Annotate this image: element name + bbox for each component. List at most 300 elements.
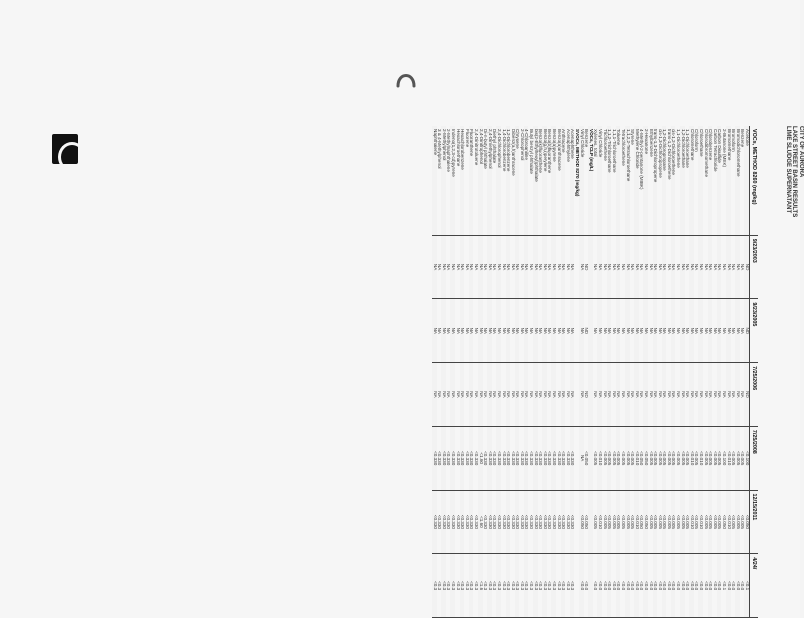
value-cell: NA bbox=[506, 363, 511, 427]
table-row bbox=[556, 126, 561, 618]
parameter-cell: Xylenes, total bbox=[593, 126, 598, 235]
value-cell: <0.005 bbox=[607, 426, 612, 490]
value-cell: <0.330 bbox=[437, 490, 442, 554]
value-cell: NA bbox=[506, 235, 511, 299]
value-cell: NA bbox=[551, 299, 556, 363]
value-cell: <0.005 bbox=[694, 490, 699, 554]
value-cell: NA bbox=[561, 235, 566, 299]
value-cell: NA bbox=[460, 235, 465, 299]
parameter-cell: 2,4-Dimethylphenol bbox=[487, 126, 492, 235]
value-cell: NA bbox=[542, 299, 547, 363]
table-row bbox=[630, 126, 635, 618]
value-cell: <0.010 bbox=[689, 490, 694, 554]
value-cell: <0.005 bbox=[731, 426, 736, 490]
value-cell: <0.330 bbox=[570, 490, 575, 554]
table-row bbox=[703, 126, 708, 618]
parameter-cell: 1,1-Dichloroethene bbox=[676, 126, 681, 235]
value-cell: NA bbox=[653, 299, 658, 363]
value-cell: NA bbox=[437, 299, 442, 363]
value-cell: NA bbox=[446, 235, 451, 299]
value-cell: <0.100 bbox=[744, 426, 749, 490]
parameter-cell: Anthracene bbox=[561, 126, 566, 235]
value-cell: NA bbox=[551, 235, 556, 299]
value-cell: <0.330 bbox=[570, 426, 575, 490]
value-cell: NA bbox=[676, 235, 681, 299]
value-cell: <0.1 bbox=[721, 554, 726, 618]
value-cell: NA bbox=[496, 235, 501, 299]
value-cell: NA bbox=[506, 299, 511, 363]
parameter-cell: Fluoranthene bbox=[469, 126, 474, 235]
table-row bbox=[432, 126, 437, 618]
table-row bbox=[708, 126, 713, 618]
value-cell: NA bbox=[708, 235, 713, 299]
staple-mark-icon bbox=[396, 66, 416, 88]
table-row bbox=[607, 126, 612, 618]
parameter-cell: 2-Hexanone bbox=[643, 126, 648, 235]
table-row bbox=[602, 126, 607, 618]
table-row bbox=[538, 126, 543, 618]
value-cell: NA bbox=[450, 299, 455, 363]
value-cell: <0.3 bbox=[506, 554, 511, 618]
parameter-cell: 2,4-Dichlorophenol bbox=[496, 126, 501, 235]
value-cell: NA bbox=[602, 363, 607, 427]
value-cell: <0.005 bbox=[685, 426, 690, 490]
value-cell: NA bbox=[648, 235, 653, 299]
value-cell: <0.0 bbox=[607, 554, 612, 618]
parameter-cell: Carbon Disulfide bbox=[717, 126, 722, 235]
value-cell: NA bbox=[708, 299, 713, 363]
table-row bbox=[593, 126, 598, 618]
table-row bbox=[441, 126, 446, 618]
value-cell: NA bbox=[533, 235, 538, 299]
table-row bbox=[551, 126, 556, 618]
value-cell: <0.0 bbox=[726, 554, 731, 618]
value-cell: NA bbox=[492, 235, 497, 299]
value-cell: NA bbox=[570, 299, 575, 363]
parameter-cell: Styrene bbox=[630, 126, 635, 235]
value-cell: NA bbox=[492, 363, 497, 427]
parameter-cell: SVOCs, METHOD 8270 (mg/kg) bbox=[574, 126, 579, 235]
value-cell: NA bbox=[510, 363, 515, 427]
value-cell: NA bbox=[648, 363, 653, 427]
value-cell: NA bbox=[694, 299, 699, 363]
value-cell: NA bbox=[721, 299, 726, 363]
table-row bbox=[634, 126, 639, 618]
value-cell: <0.050 bbox=[643, 426, 648, 490]
value-cell: <0.330 bbox=[565, 426, 570, 490]
value-cell: NA bbox=[611, 235, 616, 299]
table-row bbox=[584, 126, 589, 618]
value-cell: NA bbox=[597, 299, 602, 363]
column-header: 4/24/ bbox=[750, 554, 759, 618]
value-cell: <0.0 bbox=[685, 554, 690, 618]
value-cell: NA bbox=[570, 363, 575, 427]
value-cell: <0.330 bbox=[455, 426, 460, 490]
table-row bbox=[666, 126, 671, 618]
column-header: VOCs, METHOD 8260 (mg/kg) bbox=[750, 126, 759, 235]
parameter-cell: 2-Butanone (MEK) bbox=[721, 126, 726, 235]
parameter-cell: 1,1,2-Trichloroethane bbox=[607, 126, 612, 235]
value-cell: NA bbox=[565, 363, 570, 427]
value-cell: <0.010 bbox=[597, 490, 602, 554]
value-cell: NA bbox=[487, 299, 492, 363]
value-cell: NA bbox=[441, 235, 446, 299]
value-cell: NA bbox=[602, 235, 607, 299]
value-cell: NA bbox=[432, 299, 437, 363]
table-row bbox=[469, 126, 474, 618]
parameter-cell: Benzo(b)fluoranthene bbox=[547, 126, 552, 235]
value-cell: NA bbox=[662, 299, 667, 363]
value-cell: <0.0 bbox=[648, 554, 653, 618]
column-header: 7/25/2008 bbox=[750, 426, 759, 490]
value-cell: <0.0 bbox=[708, 554, 713, 618]
value-cell: NA bbox=[666, 299, 671, 363]
value-cell: NA bbox=[639, 235, 644, 299]
value-cell: <0.050 bbox=[643, 490, 648, 554]
value-cell: <0.005 bbox=[593, 490, 598, 554]
parameter-cell: Chrysene bbox=[515, 126, 520, 235]
header-line-3: LIME SLUDGE SUPERNATANT bbox=[785, 126, 791, 214]
value-cell: <0.005 bbox=[648, 426, 653, 490]
value-cell: <0.005 bbox=[703, 490, 708, 554]
value-cell: NA bbox=[721, 235, 726, 299]
value-cell: <0.330 bbox=[483, 490, 488, 554]
value-cell: NA bbox=[579, 426, 584, 490]
parameter-cell: 1,4-Dichlorobenzene bbox=[501, 126, 506, 235]
value-cell: <0.330 bbox=[469, 426, 474, 490]
parameter-cell: Ethylbenzene bbox=[648, 126, 653, 235]
value-cell: NA bbox=[639, 299, 644, 363]
value-cell: <0.005 bbox=[712, 426, 717, 490]
value-cell: <0.330 bbox=[556, 426, 561, 490]
value-cell: NA bbox=[625, 235, 630, 299]
parameter-cell: Chloromethane bbox=[689, 126, 694, 235]
value-cell: <0.330 bbox=[455, 490, 460, 554]
parameter-cell: 1,1-Dichloroethane bbox=[685, 126, 690, 235]
table-row bbox=[731, 126, 736, 618]
value-cell: <0.0 bbox=[657, 554, 662, 618]
value-cell: NA bbox=[579, 363, 584, 427]
table-row bbox=[460, 126, 465, 618]
parameter-cell: Chloroform bbox=[694, 126, 699, 235]
value-cell: <0.005 bbox=[625, 490, 630, 554]
value-cell: <0.005 bbox=[694, 426, 699, 490]
value-cell: <0.005 bbox=[611, 426, 616, 490]
parameter-cell: Benzene bbox=[740, 126, 745, 235]
value-cell: <0.0 bbox=[662, 554, 667, 618]
table-row bbox=[620, 126, 625, 618]
value-cell: <0.330 bbox=[547, 426, 552, 490]
value-cell: NA bbox=[496, 363, 501, 427]
value-cell: NA bbox=[473, 299, 478, 363]
value-cell: NA bbox=[671, 363, 676, 427]
value-cell: <0.100 bbox=[721, 426, 726, 490]
value-cell: <0.330 bbox=[441, 426, 446, 490]
value-cell: <0.3 bbox=[524, 554, 529, 618]
value-cell: <0.005 bbox=[616, 490, 621, 554]
value-cell: NA bbox=[740, 299, 745, 363]
value-cell: NA bbox=[478, 299, 483, 363]
value-cell: <0.330 bbox=[538, 426, 543, 490]
value-cell: <0.0 bbox=[712, 554, 717, 618]
value-cell: NA bbox=[561, 299, 566, 363]
parameter-cell: 3 & 4-Methylphenol bbox=[437, 126, 442, 235]
parameter-cell: Hexachlorobenzene bbox=[460, 126, 465, 235]
rotated-sheet-viewport bbox=[94, 126, 804, 618]
header-line-2: LAKE STREET BASIN RESULTS bbox=[791, 126, 798, 218]
table-row bbox=[639, 126, 644, 618]
value-cell: <0.005 bbox=[680, 426, 685, 490]
value-cell: NA bbox=[561, 363, 566, 427]
value-cell: NA bbox=[712, 299, 717, 363]
value-cell: <0.005 bbox=[685, 490, 690, 554]
value-cell: NA bbox=[607, 299, 612, 363]
table-row bbox=[542, 126, 547, 618]
value-cell: <0.330 bbox=[464, 490, 469, 554]
value-cell: NA bbox=[464, 299, 469, 363]
value-cell: ND bbox=[744, 235, 749, 299]
value-cell: NA bbox=[483, 363, 488, 427]
parameter-cell: 4-Methyl-2-pentanone (MIBK) bbox=[639, 126, 644, 235]
value-cell: <0.330 bbox=[542, 426, 547, 490]
value-cell: <1.60 bbox=[478, 490, 483, 554]
value-cell: <0.3 bbox=[519, 554, 524, 618]
value-cell: NA bbox=[616, 235, 621, 299]
value-cell: NA bbox=[510, 235, 515, 299]
value-cell: NA bbox=[515, 235, 520, 299]
value-cell: <0.330 bbox=[519, 426, 524, 490]
value-cell: <0.330 bbox=[432, 490, 437, 554]
value-cell: NA bbox=[524, 235, 529, 299]
value-cell: <0.330 bbox=[446, 490, 451, 554]
value-cell: <0.005 bbox=[607, 490, 612, 554]
value-cell: <0.0 bbox=[593, 554, 598, 618]
parameter-cell: 2,4-Dinitrotoluene bbox=[473, 126, 478, 235]
value-cell: <0.330 bbox=[469, 490, 474, 554]
value-cell: NA bbox=[547, 299, 552, 363]
value-cell: NA bbox=[735, 235, 740, 299]
parameter-cell: Indeno(1,2,3-cd)pyrene bbox=[450, 126, 455, 235]
value-cell: NA bbox=[501, 363, 506, 427]
value-cell: NA bbox=[478, 235, 483, 299]
value-cell: NA bbox=[740, 235, 745, 299]
table-row bbox=[712, 126, 717, 618]
value-cell: <0.0 bbox=[630, 554, 635, 618]
value-cell: NA bbox=[625, 299, 630, 363]
value-cell: NA bbox=[657, 235, 662, 299]
table-row bbox=[657, 126, 662, 618]
value-cell: ND bbox=[584, 299, 589, 363]
value-cell: NA bbox=[441, 299, 446, 363]
parameter-cell: cis-1,2-Dichloroethene bbox=[671, 126, 676, 235]
value-cell: NA bbox=[455, 299, 460, 363]
value-cell: <1.60 bbox=[478, 426, 483, 490]
value-cell: NA bbox=[469, 235, 474, 299]
parameter-cell: 1,2-Dichloropropane bbox=[662, 126, 667, 235]
table-row bbox=[744, 126, 749, 618]
value-cell: <0.330 bbox=[441, 490, 446, 554]
table-row bbox=[597, 126, 602, 618]
value-cell: <0.330 bbox=[473, 426, 478, 490]
value-cell: <0.3 bbox=[556, 554, 561, 618]
value-cell: NA bbox=[593, 235, 598, 299]
parameter-cell: trans-1,3-Dichloropropene bbox=[653, 126, 658, 235]
parameter-cell: 2-Chlorophenol bbox=[519, 126, 524, 235]
value-cell: NA bbox=[607, 235, 612, 299]
results-sheet bbox=[94, 126, 804, 618]
value-cell: NA bbox=[676, 363, 681, 427]
value-cell: NA bbox=[671, 299, 676, 363]
value-cell: NA bbox=[496, 299, 501, 363]
value-cell: <0.1 bbox=[744, 554, 749, 618]
value-cell: NA bbox=[634, 235, 639, 299]
table-row bbox=[726, 126, 731, 618]
value-cell: <0.330 bbox=[492, 490, 497, 554]
table-row bbox=[570, 126, 575, 618]
value-cell: <0.330 bbox=[437, 426, 442, 490]
section-header-row bbox=[574, 126, 579, 618]
parameter-cell: Acenaphthene bbox=[570, 126, 575, 235]
value-cell: NA bbox=[721, 363, 726, 427]
parameter-cell: Bromodichloromethane bbox=[735, 126, 740, 235]
value-cell: NA bbox=[630, 299, 635, 363]
value-cell: NA bbox=[538, 363, 543, 427]
value-cell: <0.005 bbox=[708, 426, 713, 490]
value-cell: <0.005 bbox=[708, 490, 713, 554]
value-cell: <0.330 bbox=[529, 426, 534, 490]
parameter-cell: Naphthalene bbox=[432, 126, 437, 235]
value-cell: NA bbox=[726, 235, 731, 299]
value-cell: <0.330 bbox=[450, 426, 455, 490]
value-cell: NA bbox=[473, 235, 478, 299]
value-cell: <0.0 bbox=[597, 554, 602, 618]
column-header: 7/25/2006 bbox=[750, 363, 759, 427]
value-cell: NA bbox=[455, 363, 460, 427]
value-cell: <0.330 bbox=[506, 426, 511, 490]
value-cell: <0.3 bbox=[473, 554, 478, 618]
value-cell: <0.330 bbox=[515, 426, 520, 490]
value-cell: NA bbox=[602, 299, 607, 363]
value-cell: <0.0 bbox=[602, 554, 607, 618]
value-cell: <0.005 bbox=[630, 490, 635, 554]
table-row bbox=[473, 126, 478, 618]
value-cell: NA bbox=[620, 363, 625, 427]
value-cell: NA bbox=[657, 363, 662, 427]
value-cell: NA bbox=[680, 299, 685, 363]
column-header: 9/23/2005 bbox=[750, 299, 759, 363]
value-cell: <0.330 bbox=[501, 426, 506, 490]
value-cell: NA bbox=[698, 299, 703, 363]
value-cell: NA bbox=[579, 235, 584, 299]
value-cell: <0.005 bbox=[703, 426, 708, 490]
value-cell: <0.3 bbox=[437, 554, 442, 618]
value-cell: <0.3 bbox=[501, 554, 506, 618]
value-cell: <0.330 bbox=[506, 490, 511, 554]
value-cell: NA bbox=[529, 235, 534, 299]
value-cell: <0.005 bbox=[735, 426, 740, 490]
value-cell: <0.3 bbox=[547, 554, 552, 618]
value-cell: <0.330 bbox=[510, 426, 515, 490]
value-cell: <0.0 bbox=[735, 554, 740, 618]
value-cell: <0.005 bbox=[657, 490, 662, 554]
value-cell: <0.0 bbox=[717, 554, 722, 618]
table-row bbox=[676, 126, 681, 618]
table-row bbox=[501, 126, 506, 618]
value-cell: <0.010 bbox=[689, 426, 694, 490]
value-cell: NA bbox=[483, 299, 488, 363]
value-cell: <0.0 bbox=[698, 554, 703, 618]
value-cell: <0.330 bbox=[487, 490, 492, 554]
parameter-cell: Butyl benzyl phthalate bbox=[529, 126, 534, 235]
value-cell: NA bbox=[464, 235, 469, 299]
value-cell: <0.3 bbox=[533, 554, 538, 618]
value-cell: <0.005 bbox=[620, 490, 625, 554]
value-cell: NA bbox=[519, 235, 524, 299]
value-cell: <0.050 bbox=[639, 426, 644, 490]
value-cell: <0.3 bbox=[460, 554, 465, 618]
value-cell: NA bbox=[542, 235, 547, 299]
table-row bbox=[694, 126, 699, 618]
table-row bbox=[483, 126, 488, 618]
parameter-cell: Tetrachloroethene bbox=[620, 126, 625, 235]
value-cell: <0.005 bbox=[676, 490, 681, 554]
value-cell: <0.0 bbox=[639, 554, 644, 618]
header-line-1: CITY OF AURORA bbox=[798, 126, 804, 178]
value-cell: <0.010 bbox=[634, 426, 639, 490]
value-cell: <0.330 bbox=[519, 490, 524, 554]
value-cell: NA bbox=[653, 363, 658, 427]
value-cell: NA bbox=[464, 363, 469, 427]
value-cell: <0.005 bbox=[616, 426, 621, 490]
table-row bbox=[524, 126, 529, 618]
value-cell: NA bbox=[487, 363, 492, 427]
parameter-cell: Di-n-butyl phthalate bbox=[483, 126, 488, 235]
table-row bbox=[671, 126, 676, 618]
value-cell: NA bbox=[533, 363, 538, 427]
value-cell: <0.0 bbox=[616, 554, 621, 618]
value-cell: NA bbox=[492, 299, 497, 363]
value-cell: <0.0 bbox=[740, 554, 745, 618]
value-cell: <0.050 bbox=[639, 490, 644, 554]
parameter-cell: Chloroethane bbox=[698, 126, 703, 235]
parameter-cell: 1,1,1-Trichloroethane bbox=[611, 126, 616, 235]
value-cell: <0.0 bbox=[620, 554, 625, 618]
value-cell: <0.3 bbox=[483, 554, 488, 618]
table-row bbox=[616, 126, 621, 618]
value-cell: <0.330 bbox=[547, 490, 552, 554]
value-cell: NA bbox=[648, 299, 653, 363]
value-cell: NA bbox=[666, 363, 671, 427]
table-row bbox=[446, 126, 451, 618]
sheet-header bbox=[760, 126, 804, 618]
value-cell: NA bbox=[703, 235, 708, 299]
table-row bbox=[450, 126, 455, 618]
value-cell: NA bbox=[446, 299, 451, 363]
parameter-cell: Toluene bbox=[616, 126, 621, 235]
value-cell: <0.050 bbox=[744, 490, 749, 554]
value-cell: <0.005 bbox=[740, 426, 745, 490]
value-cell: NA bbox=[698, 235, 703, 299]
value-cell: NA bbox=[639, 363, 644, 427]
value-cell: NA bbox=[607, 363, 612, 427]
value-cell: NA bbox=[616, 299, 621, 363]
table-row bbox=[529, 126, 534, 618]
parameter-cell: Methylene Chloride bbox=[634, 126, 639, 235]
value-cell: <0.330 bbox=[561, 426, 566, 490]
value-cell: <0.0 bbox=[703, 554, 708, 618]
value-cell: NA bbox=[689, 299, 694, 363]
value-cell: <0.010 bbox=[726, 426, 731, 490]
